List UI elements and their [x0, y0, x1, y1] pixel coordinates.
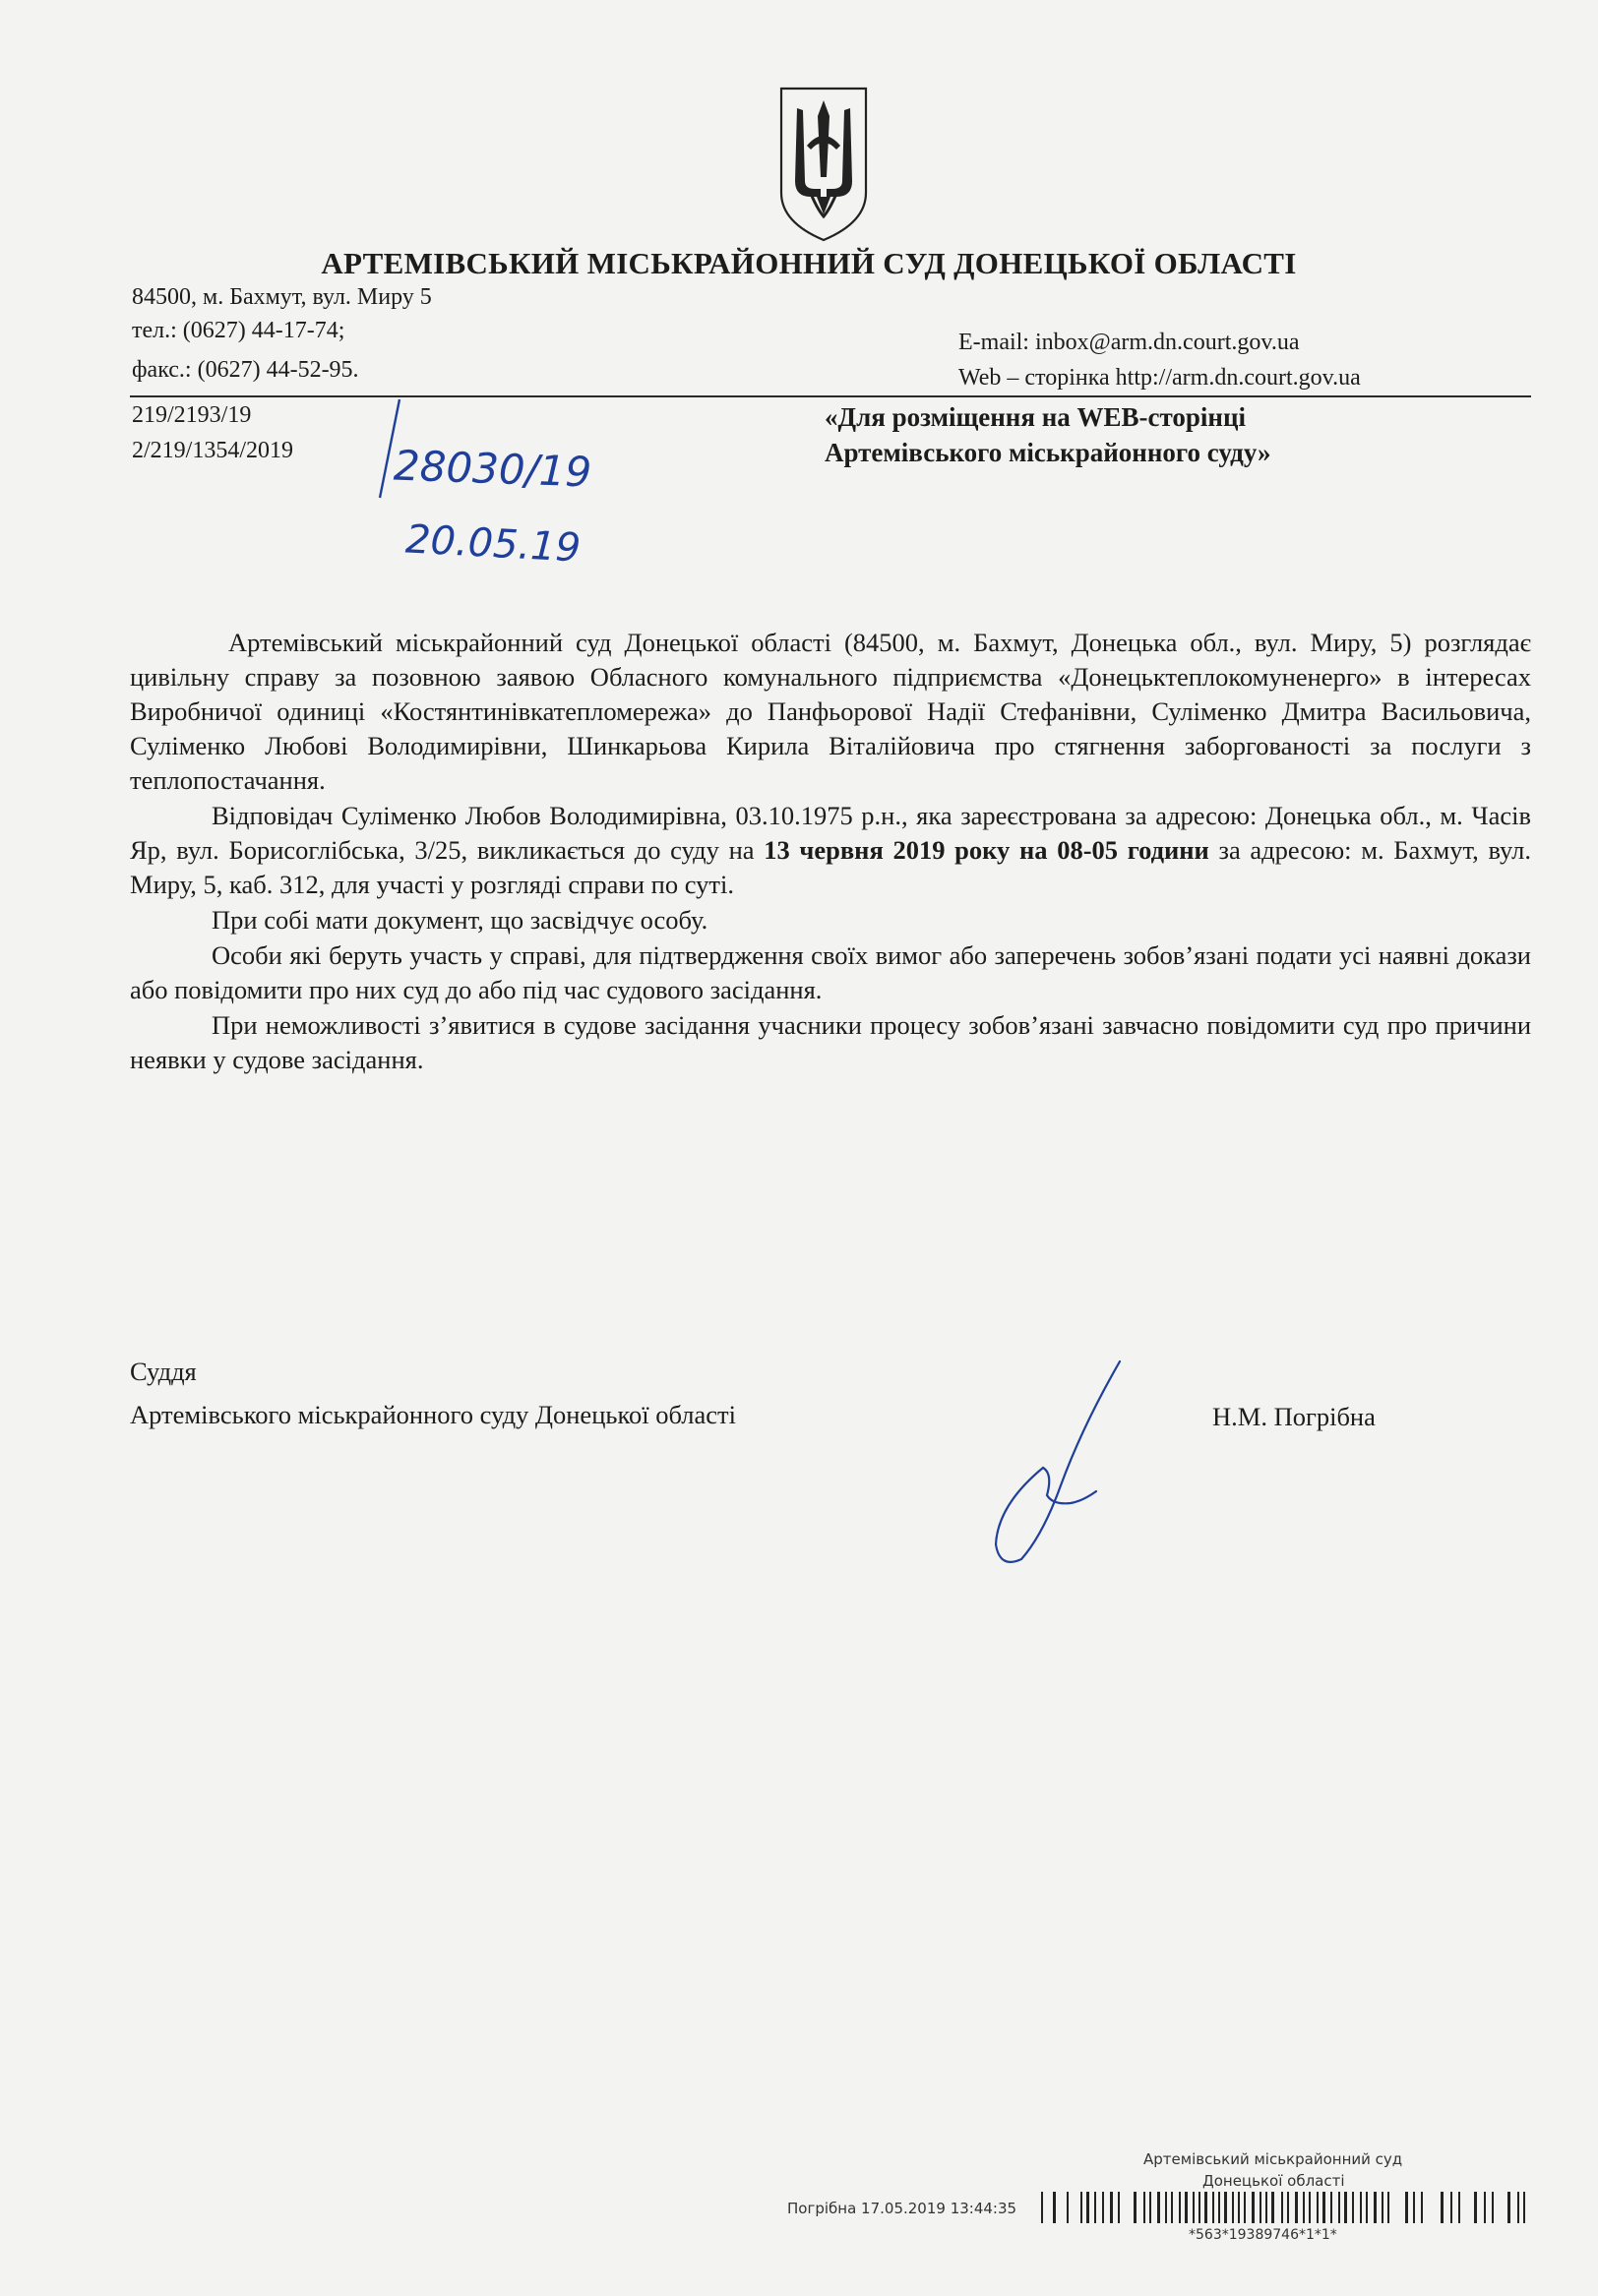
hearing-date-time: 13 червня 2019 року на 08-05 години: [764, 835, 1209, 865]
case-number: 219/2193/19: [132, 402, 252, 428]
body-paragraph-3: При собі мати документ, що засвідчує особу.: [212, 905, 708, 935]
footer-court-line-2: Донецької області: [1202, 2172, 1345, 2190]
judge-name: Н.М. Погрібна: [1212, 1402, 1376, 1431]
court-name-heading: АРТЕМІВСЬКИЙ МІСЬКРАЙОННИЙ СУД ДОНЕЦЬКОЇ ОБЛАСТІ: [321, 246, 1297, 280]
judge-title: Суддя: [130, 1357, 197, 1386]
summons-body: [130, 626, 1531, 1078]
court-email: E-mail: inbox@arm.dn.court.gov.ua: [958, 330, 1300, 355]
judge-court: Артемівського міськрайонного суду Донецької області: [130, 1400, 736, 1429]
body-paragraph-5: При неможливості з’явитися в судове засідання учасники процесу зобов’язані завчасно повідомити суд про причини неявки у судове засідання.: [130, 1010, 1531, 1074]
barcode-text: *563*19389746*1*1*: [1189, 2227, 1337, 2243]
proceeding-number: 2/219/1354/2019: [132, 438, 294, 463]
body-paragraph-2-text: Відповідач Суліменко Любов Володимирівна, 03.10.1975 р.н., яка зареєстрована за адресою: Донецька обл., м. Часів Яр, вул. Борисоглібська, 3/25, викликається до суду на: [130, 801, 1531, 865]
footer-court-line-1: Артемівський міськрайонний суд: [1143, 2150, 1403, 2168]
body-paragraph-4: Особи які беруть участь у справі, для підтвердження своїх вимог або заперечень зобов’язані подати усі наявні докази або повідомити про них суд до або під час судового засідання.: [130, 940, 1531, 1004]
handwritten-date: 20.05.19: [403, 516, 583, 572]
notice-line-1: «Для розміщення на WEB-сторінці: [825, 402, 1247, 432]
court-fax: факс.: (0627) 44-52-95.: [132, 357, 359, 383]
header-divider: [130, 395, 1531, 397]
body-paragraph-2: [130, 799, 1531, 902]
coat-of-arms-icon: [777, 87, 870, 242]
body-paragraph-2-text-end: за адресою: м. Бахмут, вул. Миру, 5, каб. 312, для участі у розгляді справи по суті.: [130, 835, 1531, 899]
court-phone: тел.: (0627) 44-17-74;: [132, 318, 345, 343]
web-publication-notice: [825, 399, 1271, 470]
notice-line-2: Артемівського міськрайонного суду»: [825, 438, 1271, 467]
court-address: 84500, м. Бахмут, вул. Миру 5: [132, 284, 432, 310]
handwritten-registration-number: 28030/19: [393, 441, 592, 497]
footer-stamp: Погрібна 17.05.2019 13:44:35: [787, 2200, 1017, 2217]
barcode-image: [1041, 2192, 1527, 2223]
judge-signature: [974, 1358, 1122, 1574]
court-website: Web – сторінка http://arm.dn.court.gov.ua: [958, 365, 1361, 391]
body-paragraph-1: Артемівський міськрайонний суд Донецької області (84500, м. Бахмут, Донецька обл., вул. Миру, 5) розглядає цивільну справу за позовною заявою Обласного комунального підприємства «Донецьктеплокомуненерго» в інтересах Виробничої одиниці «Костянтинівкатепломережа» до Панфьорової Надії Стефанівни, Суліменко Дмитра Васильовича, Суліменко Любові Володимирівни, Шинкарьова Кирила Віталійовича про стягнення заборгованості за послуги з теплопостачання.: [130, 628, 1531, 795]
